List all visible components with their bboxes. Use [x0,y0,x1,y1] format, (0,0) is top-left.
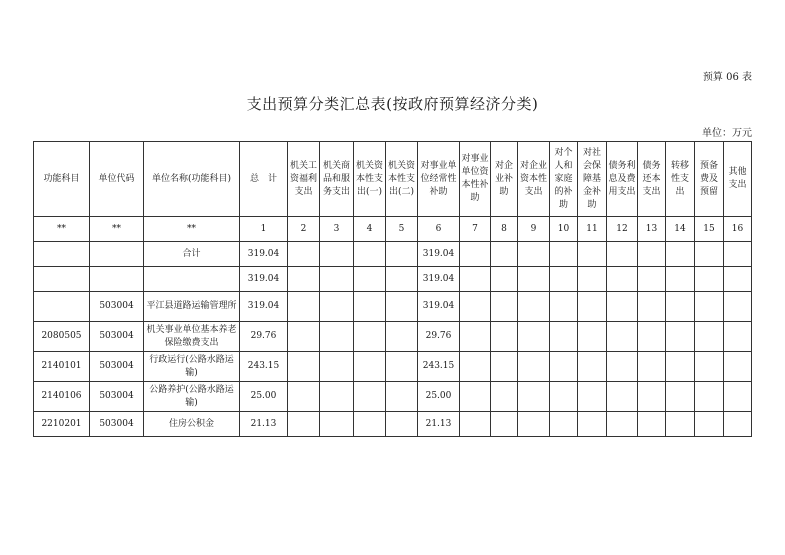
table-row [34,382,752,412]
header-cell: 单位代码 [90,142,144,217]
index-cell: 12 [607,217,638,242]
public-institution-subsidy-cell: 21.13 [418,412,460,437]
header-cell: 对企业资本性支出 [518,142,550,217]
index-cell: 3 [320,217,354,242]
index-cell: 16 [724,217,752,242]
item-name-cell: 公路养护(公路水路运输) [144,382,240,412]
unit-code-cell: 503004 [90,322,144,352]
total-cell: 21.13 [240,412,288,437]
unit-code-cell: 503004 [90,382,144,412]
index-cell: 1 [240,217,288,242]
total-cell: 319.04 [240,292,288,322]
index-cell: ** [144,217,240,242]
table-row [34,267,752,292]
function-code-cell [34,292,90,322]
public-institution-subsidy-cell: 319.04 [418,267,460,292]
header-row [34,142,752,217]
header-cell: 机关工资福利支出 [288,142,320,217]
header-cell: 预备费及预留 [695,142,724,217]
header-cell: 债务利息及费用支出 [607,142,638,217]
public-institution-subsidy-cell: 243.15 [418,352,460,382]
index-row [34,217,752,242]
unit-code-cell: 503004 [90,292,144,322]
header-cell: 对社会保障基金补助 [578,142,607,217]
header-cell: 机关资本性支出(一) [354,142,386,217]
header-cell: 功能科目 [34,142,90,217]
item-name-cell: 机关事业单位基本养老保险缴费支出 [144,322,240,352]
unit-code-cell [90,242,144,267]
total-cell: 243.15 [240,352,288,382]
total-cell: 319.04 [240,242,288,267]
unit-code-cell: 503004 [90,352,144,382]
item-name-cell [144,267,240,292]
table-row [34,412,752,437]
unit-label: 单位：万元 [702,128,752,139]
public-institution-subsidy-cell: 29.76 [418,322,460,352]
header-cell: 总 计 [240,142,288,217]
item-name-cell: 住房公积金 [144,412,240,437]
public-institution-subsidy-cell: 319.04 [418,292,460,322]
header-cell: 对企业补助 [491,142,518,217]
header-cell: 机关商品和服务支出 [320,142,354,217]
index-cell: 6 [418,217,460,242]
index-cell: 4 [354,217,386,242]
index-cell: 9 [518,217,550,242]
total-cell: 319.04 [240,267,288,292]
index-cell: 5 [386,217,418,242]
table-row [34,292,752,322]
header-cell: 其他支出 [724,142,752,217]
header-cell: 对个人和家庭的补助 [550,142,578,217]
index-cell: 8 [491,217,518,242]
public-institution-subsidy-cell: 319.04 [418,242,460,267]
header-cell: 对事业单位经常性补助 [418,142,460,217]
table-row [34,352,752,382]
item-name-cell: 合计 [144,242,240,267]
table-row [34,322,752,352]
index-cell: ** [90,217,144,242]
form-number: 预算 06 表 [702,72,752,83]
budget-table [33,141,752,437]
function-code-cell: 2140101 [34,352,90,382]
page-title: 支出预算分类汇总表(按政府预算经济分类) [246,95,539,113]
unit-code-cell: 503004 [90,412,144,437]
function-code-cell [34,267,90,292]
header-cell: 机关资本性支出(二) [386,142,418,217]
table-row [34,242,752,267]
index-cell: 7 [460,217,491,242]
item-name-cell: 平江县道路运输管理所 [144,292,240,322]
header-cell: 对事业单位资本性补助 [460,142,491,217]
function-code-cell [34,242,90,267]
unit-code-cell [90,267,144,292]
header-cell: 债务还本支出 [638,142,666,217]
function-code-cell: 2140106 [34,382,90,412]
index-cell: 13 [638,217,666,242]
public-institution-subsidy-cell: 25.00 [418,382,460,412]
index-cell: 14 [666,217,695,242]
header-cell: 转移性支出 [666,142,695,217]
function-code-cell: 2080505 [34,322,90,352]
total-cell: 29.76 [240,322,288,352]
index-cell: 2 [288,217,320,242]
header-cell: 单位名称(功能科目) [144,142,240,217]
index-cell: 15 [695,217,724,242]
item-name-cell: 行政运行(公路水路运输) [144,352,240,382]
index-cell: ** [34,217,90,242]
total-cell: 25.00 [240,382,288,412]
function-code-cell: 2210201 [34,412,90,437]
index-cell: 10 [550,217,578,242]
index-cell: 11 [578,217,607,242]
